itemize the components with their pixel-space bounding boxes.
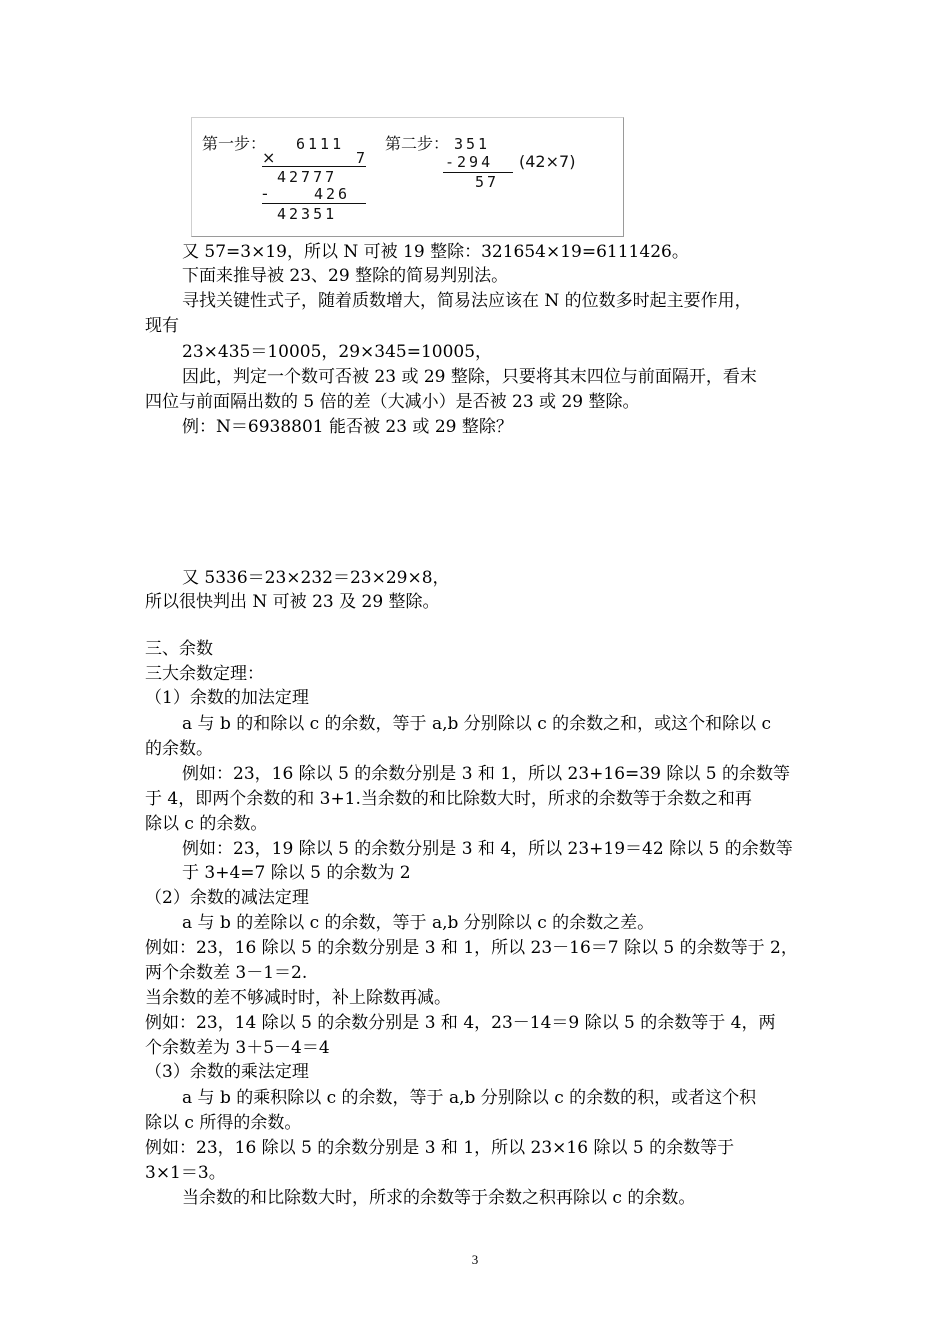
text-line: a 与 b 的乘积除以 c 的余数，等于 a,b 分别除以 c 的余数的积，或者这个积 [182,1088,757,1108]
text-line: 下面来推导被 23、29 整除的简易判别法。 [182,266,509,286]
text-line: 于 4，即两个余数的和 3+1.当余数的和比除数大时，所求的余数等于余数之和再 [145,789,752,809]
text-line: 当余数的和比除数大时，所求的余数等于余数之积再除以 c 的余数。 [182,1188,696,1208]
text-line: 因此，判定一个数可否被 23 或 29 整除，只要将其末四位与前面隔开，看末 [182,367,757,387]
text-line: a 与 b 的差除以 c 的余数，等于 a,b 分别除以 c 的余数之差。 [182,913,655,933]
step1-times-sign: × [262,148,276,167]
step1-row1: 6111 [296,135,345,153]
step2-row1: 351 [454,135,491,153]
subheading: （2）余数的减法定理 [145,888,309,908]
text-line: 当余数的差不够减时时，补上除数再减。 [145,988,451,1008]
text-line: 寻找关键性式子，随着质数增大，简易法应该在 N 的位数多时起主要作用， [182,291,752,311]
step1-minus-sign: - [262,184,268,203]
step2-label: 第二步： [385,134,450,153]
page-number: 3 [471,1252,479,1267]
step1-row5: 42351 [277,205,338,223]
text-line: 例如：23，19 除以 5 的余数分别是 3 和 4，所以 23+19＝42 除以 5 的余数等 [182,839,793,859]
step1-row2: 7 [356,149,369,167]
text-line: 个余数差为 3＋5－4＝4 [145,1038,330,1058]
text-line: a 与 b 的和除以 c 的余数，等于 a,b 分别除以 c 的余数之和，或这个和除以 c [182,714,772,734]
subheading: （1）余数的加法定理 [145,688,309,708]
text-line: 除以 c 所得的余数。 [145,1113,302,1133]
calculation-figure [191,117,624,237]
text-line: 例如：23，16 除以 5 的余数分别是 3 和 1，所以 23×16 除以 5 的余数等于 [145,1138,735,1158]
text-line: 例如：23，16 除以 5 的余数分别是 3 和 1，所以 23+16=39 除以 5 的余数等 [182,764,790,784]
text-line: 除以 c 的余数。 [145,814,268,834]
text-line: 例：N＝6938801 能否被 23 或 29 整除？ [182,417,513,437]
text-line: 四位与前面隔出数的 5 倍的差（大减小）是否被 23 或 29 整除。 [145,392,640,412]
step1-label: 第一步： [202,134,267,153]
step1-row3: 42777 [277,168,338,186]
text-line: 两个余数差 3－1＝2. [145,963,308,983]
step1-rule-2 [262,203,366,204]
step2-row2: -294 [445,153,494,171]
step2-row3: 57 [475,173,500,191]
step2-note: (42×7) [519,152,576,171]
text-line: 于 3+4=7 除以 5 的余数为 2 [182,863,411,883]
text-line: 三大余数定理： [145,664,264,684]
text-line: 又 5336＝23×232＝23×29×8， [182,568,450,588]
text-line: 的余数。 [145,739,213,759]
text-line: 所以很快判出 N 可被 23 及 29 整除。 [145,592,440,612]
text-line: 例如：23，14 除以 5 的余数分别是 3 和 4，23－14＝9 除以 5 的余数等于 4，两 [145,1013,776,1033]
text-line: 现有 [145,316,179,336]
step1-row4: 426 [314,185,351,203]
text-line: 3×1＝3。 [145,1163,226,1183]
text-line: 例如：23，16 除以 5 的余数分别是 3 和 1，所以 23－16＝7 除以 5 的余数等于 2， [145,938,798,958]
text-line: 又 57=3×19，所以 N 可被 19 整除：321654×19=6111426。 [182,242,689,262]
text-line: 23×435＝10005，29×345=10005， [182,342,493,362]
subheading: （3）余数的乘法定理 [145,1062,309,1082]
section-heading: 三、余数 [145,639,213,659]
step1-rule-1 [262,166,366,167]
